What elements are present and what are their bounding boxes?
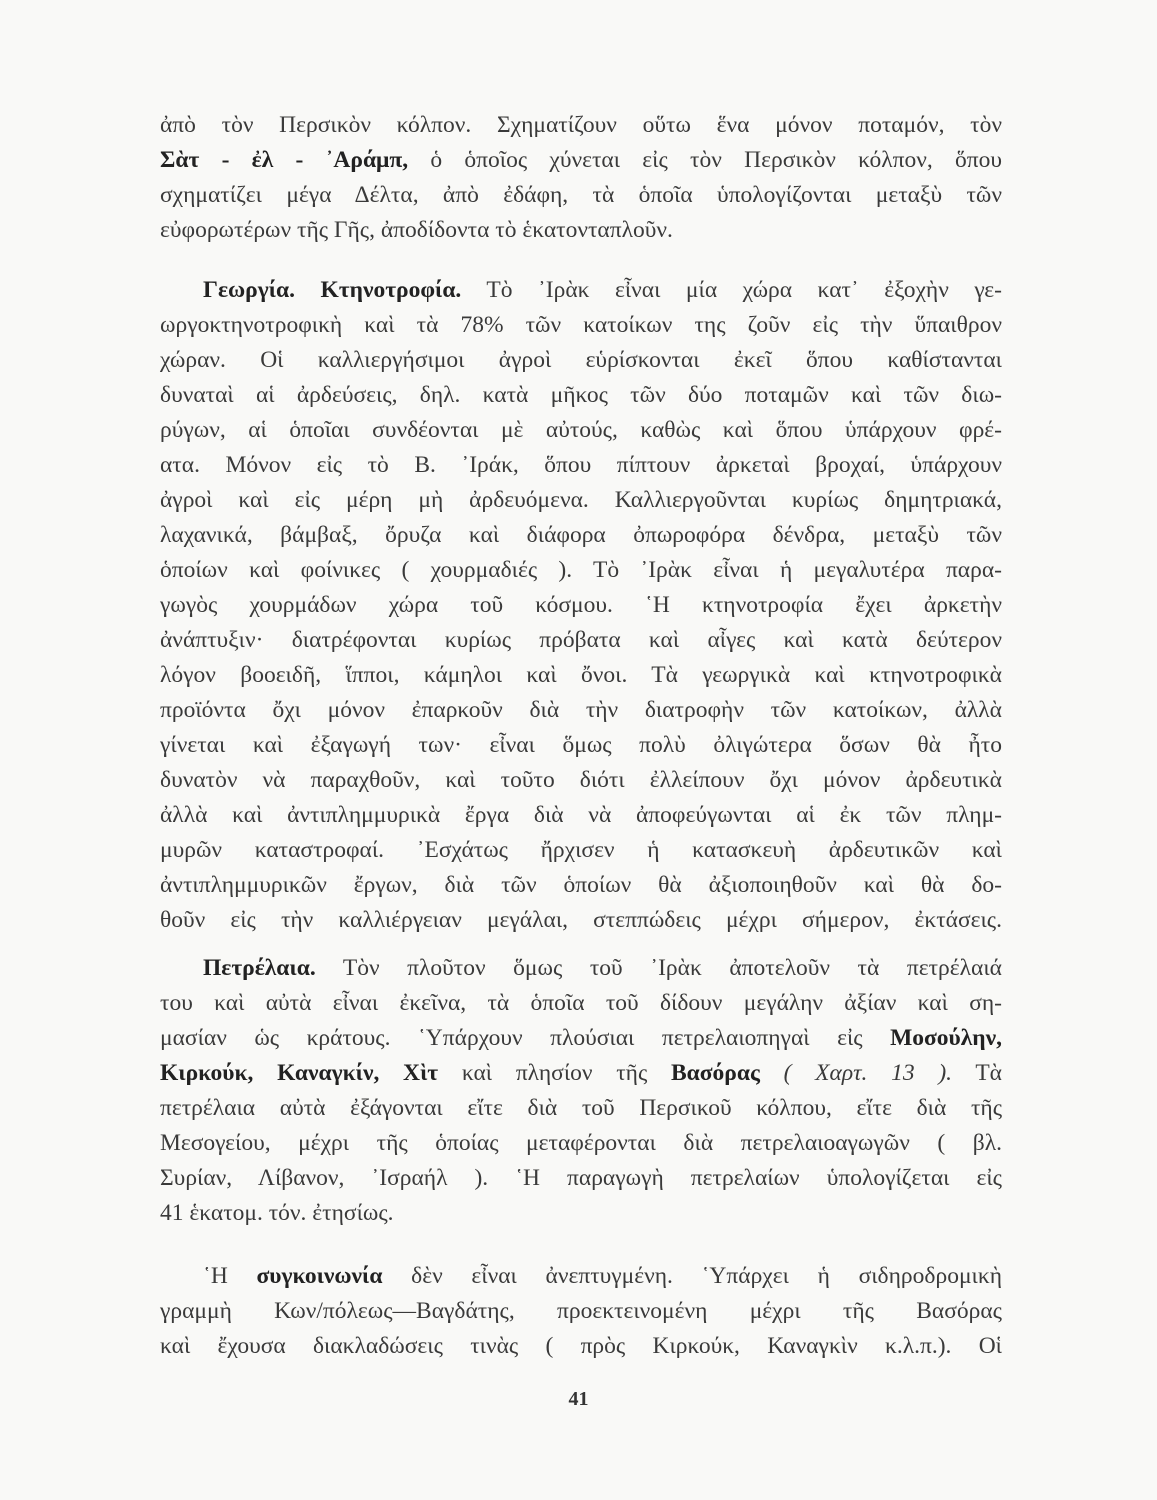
text-line: [160, 178, 1002, 213]
paragraph-communication: [160, 1259, 1002, 1364]
text-line: [160, 1161, 1002, 1196]
text-line: [160, 798, 1002, 833]
text-run: γραμμὴ Κων/πόλεως—Βαγδάτης, προεκτεινομένη μέχρι τῆς Βασόρας: [160, 1298, 1002, 1324]
text-run: ἀγροὶ καὶ εἰς μέρη μὴ ἀρδευόμενα. Καλλιεργοῦνται κυρίως δημητριακά,: [160, 487, 1002, 513]
text-run: ατα. Μόνον εἰς τὸ Β. ᾿Ιράκ, ὅπου πίπτουν ἀρκεταὶ βροχαί, ὑπάρχουν: [160, 452, 1002, 478]
text-line: [160, 1126, 1002, 1161]
text-run: δυνατὸν νὰ παραχθοῦν, καὶ τοῦτο διότι ἐλλείπουν ὄχι μόνον ἀρδευτικὰ: [160, 767, 1002, 793]
text-line: [160, 213, 1002, 248]
text-run: ἀντιπλημμυρικῶν ἔργων, διὰ τῶν ὁποίων θὰ ἀξιοποιηθοῦν καὶ θὰ δο-: [160, 872, 1002, 898]
page-number: 41: [568, 1388, 589, 1410]
text-line: [160, 308, 1002, 343]
text-run: λόγον βοοειδῆ, ἵπποι, κάμηλοι καὶ ὄνοι. Τὰ γεωργικὰ καὶ κτηνοτροφικὰ: [160, 662, 1002, 688]
text-run: 41 ἑκατομ. τόν. ἐτησίως.: [160, 1200, 394, 1226]
text-line: [160, 833, 1002, 868]
text-line: [160, 986, 1002, 1021]
text-line: [160, 763, 1002, 798]
text-line: [160, 1091, 1002, 1126]
text-line: [160, 1329, 1002, 1364]
text-line: [160, 378, 1002, 413]
bold-term: Μοσούλην,: [890, 1025, 1002, 1051]
paragraph-petroleum: [160, 951, 1002, 1231]
text-line: [160, 143, 1002, 178]
text-line: [160, 728, 1002, 763]
text-line: [160, 868, 1002, 903]
text-run: ρύγων, αἱ ὁποῖαι συνδέονται μὲ αὐτούς, καθὼς καὶ ὅπου ὑπάρχουν φρέ-: [160, 417, 1002, 443]
text-line: [160, 1294, 1002, 1329]
text-run: Τὸ ᾿Ιρὰκ εἶναι μία χώρα κατ᾿ ἐξοχὴν γε-: [461, 277, 1002, 303]
text-line: [160, 693, 1002, 728]
italic-reference: ( Χαρτ. 13 ).: [783, 1060, 953, 1086]
text-run: θοῦν εἰς τὴν καλλιέργειαν μεγάλαι, στεππώδεις μέχρι σήμερον, ἐκτάσεις.: [160, 907, 1002, 933]
text-line: [160, 448, 1002, 483]
text-run: σχηματίζει μέγα Δέλτα, ἀπὸ ἐδάφη, τὰ ὁποῖα ὑπολογίζονται μεταξὺ τῶν: [160, 182, 1002, 208]
text-run: χώραν. Οἱ καλλιεργήσιμοι ἀγροὶ εὑρίσκονται ἐκεῖ ὅπου καθίστανται: [160, 347, 1002, 373]
text-run: λαχανικά, βάμβαξ, ὄρυζα καὶ διάφορα ὀπωροφόρα δένδρα, μεταξὺ τῶν: [160, 522, 1002, 548]
text-line: [160, 518, 1002, 553]
text-run: Τὰ: [952, 1060, 1002, 1086]
text-line: [160, 1259, 1002, 1294]
text-line: [160, 483, 1002, 518]
text-line: [160, 951, 1002, 986]
text-run: εὐφορωτέρων τῆς Γῆς, ἀποδίδοντα τὸ ἑκατονταπλοῦν.: [160, 217, 673, 243]
text-line: [160, 903, 1002, 938]
text-line: [160, 588, 1002, 623]
bold-term: συγκοινωνία: [256, 1263, 383, 1289]
text-line: [160, 658, 1002, 693]
text-line: [160, 623, 1002, 658]
text-run: καὶ ἔχουσα διακλαδώσεις τινὰς ( πρὸς Κιρκούκ, Καναγκὶν κ.λ.π.). Οἱ: [160, 1333, 1002, 1359]
text-line: [160, 1021, 1002, 1056]
text-run: ῾Η: [203, 1263, 257, 1289]
text-run: ωργοκτηνοτροφικὴ καὶ τὰ 78% τῶν κατοίκων της ζοῦν εἰς τὴν ὕπαιθρον: [160, 312, 1002, 338]
text-run: ἀνάπτυξιν· διατρέφονται κυρίως πρόβατα καὶ αἶγες καὶ κατὰ δεύτερον: [160, 627, 1002, 653]
text-run: [760, 1060, 784, 1086]
paragraph-persian-gulf: [160, 108, 1002, 248]
text-run: πετρέλαια αὐτὰ ἐξάγονται εἴτε διὰ τοῦ Περσικοῦ κόλπου, εἴτε διὰ τῆς: [160, 1095, 1002, 1121]
text-line: [160, 343, 1002, 378]
text-line: [160, 273, 1002, 308]
text-line: [160, 553, 1002, 588]
bold-term: Πετρέλαια.: [203, 955, 316, 981]
bold-term: Βασόρας: [670, 1060, 760, 1086]
text-line: [160, 1056, 1002, 1091]
text-run: του καὶ αὐτὰ εἶναι ἐκεῖνα, τὰ ὁποῖα τοῦ δίδουν μεγάλην ἀξίαν καὶ ση-: [160, 990, 1002, 1016]
paragraph-agriculture: [160, 273, 1002, 938]
text-run: γωγὸς χουρμάδων χώρα τοῦ κόσμου. ῾Η κτηνοτροφία ἔχει ἀρκετὴν: [160, 592, 1002, 618]
bold-term: Κιρκούκ, Καναγκίν, Χὶτ: [160, 1060, 439, 1086]
text-run: Συρίαν, Λίβανον, ᾿Ισραήλ ). ῾Η παραγωγὴ πετρελαίων ὑπολογίζεται εἰς: [160, 1165, 1002, 1191]
text-run: δὲν εἶναι ἀνεπτυγμένη. ῾Υπάρχει ἡ σιδηροδρομικὴ: [382, 1263, 1003, 1289]
text-line: [160, 413, 1002, 448]
text-line: [160, 1196, 1002, 1231]
text-run: μασίαν ὡς κράτους. ῾Υπάρχουν πλούσιαι πετρελαιοπηγαὶ εἰς: [160, 1025, 891, 1051]
text-run: Τὸν πλοῦτον ὅμως τοῦ ᾿Ιρὰκ ἀποτελοῦν τὰ πετρέλαιά: [315, 955, 1002, 981]
text-run: ὁ ὁποῖος χύνεται εἰς τὸν Περσικὸν κόλπον, ὅπου: [408, 147, 1002, 173]
text-run: καὶ πλησίον τῆς: [438, 1060, 671, 1086]
text-line: [160, 108, 1002, 143]
text-run: ἀπὸ τὸν Περσικὸν κόλπον. Σχηματίζουν οὕτω ἕνα μόνον ποταμόν, τὸν: [160, 112, 1002, 138]
text-run: μυρῶν καταστροφαί. ᾿Εσχάτως ἤρχισεν ἡ κατασκευὴ ἀρδευτικῶν καὶ: [160, 837, 1002, 863]
text-run: δυναταὶ αἱ ἀρδεύσεις, δηλ. κατὰ μῆκος τῶν δύο ποταμῶν καὶ τῶν διω-: [160, 382, 1002, 408]
text-run: ἀλλὰ καὶ ἀντιπλημμυρικὰ ἔργα διὰ νὰ ἀποφεύγωνται αἱ ἐκ τῶν πλημ-: [160, 802, 1002, 828]
text-run: ὁποίων καὶ φοίνικες ( χουρμαδιές ). Τὸ ᾿Ιρὰκ εἶναι ἡ μεγαλυτέρα παρα-: [160, 557, 1002, 583]
bold-term: Σὰτ - ἐλ - ᾿Αράμπ,: [160, 147, 409, 173]
text-run: γίνεται καὶ ἐξαγωγή των· εἶναι ὅμως πολὺ ὀλιγώτερα ὅσων θὰ ἦτο: [160, 732, 1002, 758]
text-run: Μεσογείου, μέχρι τῆς ὁποίας μεταφέρονται διὰ πετρελαιοαγωγῶν ( βλ.: [160, 1130, 1002, 1156]
text-run: προϊόντα ὄχι μόνον ἐπαρκοῦν διὰ τὴν διατροφὴν τῶν κατοίκων, ἀλλὰ: [160, 697, 1002, 723]
bold-term: Γεωργία. Κτηνοτροφία.: [203, 277, 462, 303]
